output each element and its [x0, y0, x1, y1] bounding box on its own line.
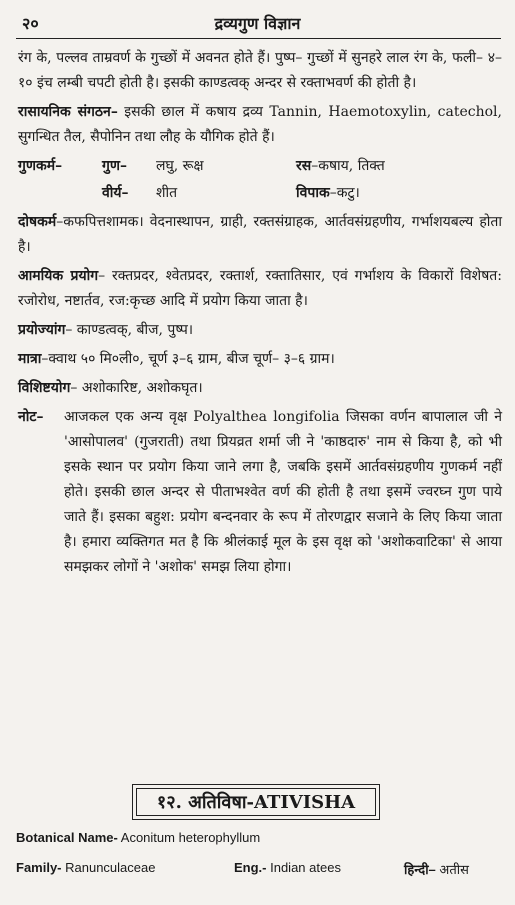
- ras-label: रस: [296, 158, 312, 174]
- rasayanik-paragraph: [18, 100, 502, 150]
- gun-label: गुण–: [102, 158, 128, 174]
- ras-entry: [296, 154, 502, 179]
- page-header: [0, 0, 515, 44]
- gunkarma-block: [18, 154, 502, 206]
- doshkarma-label: दोषकर्म: [18, 214, 57, 230]
- doshkarma-paragraph: [18, 210, 502, 260]
- amayik-paragraph: [18, 264, 502, 314]
- botanical-label: Botanical Name-: [16, 830, 118, 845]
- botanical-value: Aconitum heterophyllum: [117, 830, 261, 845]
- amayik-text: – रक्तप्रदर, श्वेतप्रदर, रक्तार्श, रक्तातिसार, एवं गर्भाशय के विकारों विशेषत: रजोरोध, नष्टार्तव, रज:कृच्छ आदि में प्रयोग किया जाता है।: [18, 268, 502, 309]
- prayojyang-label: प्रयोज्यांग: [18, 322, 66, 338]
- amayik-label: आमयिक प्रयोग: [18, 268, 99, 284]
- family-value: Ranunculaceae: [61, 860, 156, 875]
- hindi-value: अतीस: [435, 862, 469, 877]
- gunkarma-label: गुणकर्म–: [18, 158, 63, 174]
- virya-value: शीत: [156, 185, 178, 201]
- eng-label: Eng.-: [234, 860, 267, 875]
- vishishtayog-text: – अशोकारिष्ट, अशोकघृत।: [70, 380, 203, 396]
- gunkarma-spacer: [18, 181, 102, 206]
- matra-paragraph: [18, 347, 502, 372]
- note-text: आजकल एक अन्य वृक्ष Polyalthea longifolia जिसका वर्णन बापालाल जी ने 'आसोपालव' (गुजराती) तथा प्रियव्रत शर्मा जी ने 'काष्ठदारु' नाम से किया है, को भी इसके स्थान पर प्रयोग किया जाने लगा है, जबकि इसमें आर्तवसंग्रहणीय गुणकर्म नहीं होते। इसकी छाल अन्दर से पीताभश्वेत वर्ण की होती है तथा इसमें ज्वरघ्न गुण पाये जाते हैं। इसका बहुश: प्रयोग बन्दनवार के रूप में तोरणद्वार सजाने के लिए किया जाता है। हमारा व्यक्तिगत मत है कि श्रीलंकाई मूल के इस वृक्ष को 'अशोकवाटिका' से आया समझकर लोगों ने 'अशोक' समझ लिया होगा।: [64, 409, 502, 575]
- intro-paragraph: रंग के, पल्लव ताम्रवर्ण के गुच्छों में अवनत होते हैं। पुष्प– गुच्छों में सुनहरे लाल रंग के, फली– ४–१० इंच लम्बी चपटी होती है। इसकी काण्डत्वक् अन्दर से रक्ताभवर्ण की होती है।: [18, 50, 502, 91]
- vipak-entry: [296, 181, 502, 206]
- rasayanik-text: इसकी छाल में कषाय द्रव्य Tannin, Haemotoxylin, catechol, सुगन्धित तैल, सैपोनिन तथा लौह के यौगिक होते हैं।: [18, 104, 502, 145]
- gun-value: लघु, रूक्ष: [156, 158, 204, 174]
- vipak-label: विपाक: [296, 185, 330, 201]
- vipak-value: –कटु।: [329, 185, 360, 201]
- ras-value: –कषाय, तिक्त: [311, 158, 385, 174]
- header-rule: [16, 38, 501, 39]
- prayojyang-paragraph: [18, 318, 502, 343]
- section-heading-box: [132, 784, 380, 820]
- virya-label: वीर्य–: [102, 185, 129, 201]
- running-title: द्रव्यगुण विज्ञान: [214, 14, 301, 33]
- matra-label: मात्रा: [18, 351, 42, 367]
- matra-text: –क्वाथ ५० मि०ली०, चूर्ण ३–६ ग्राम, बीज चूर्ण– ३–६ ग्राम।: [41, 351, 335, 367]
- vishishtayog-label: विशिष्टयोग: [18, 380, 71, 396]
- hindi-label: हिन्दी–: [404, 862, 436, 877]
- family-entry: [16, 860, 155, 875]
- family-label: Family-: [16, 860, 62, 875]
- page-number: २०: [22, 14, 39, 33]
- prayojyang-text: – काण्डत्वक्, बीज, पुष्प।: [65, 322, 194, 338]
- section-heading: १२. अतिविषा-ATIVISHA: [136, 788, 376, 816]
- main-content: [18, 46, 502, 580]
- eng-entry: [234, 860, 341, 875]
- note-label: नोट–: [18, 409, 44, 425]
- note-block: [18, 405, 502, 580]
- eng-value: Indian atees: [266, 860, 341, 875]
- vishishtayog-paragraph: [18, 376, 502, 401]
- doshkarma-text: –कफपित्तशामक। वेदनास्थापन, ग्राही, रक्तसंग्राहक, आर्तवसंग्रहणीय, गर्भाशयबल्य होता है।: [18, 214, 502, 255]
- hindi-entry: [404, 860, 469, 878]
- rasayanik-label: रासायनिक संगठन–: [18, 104, 118, 120]
- botanical-name-line: [16, 830, 260, 845]
